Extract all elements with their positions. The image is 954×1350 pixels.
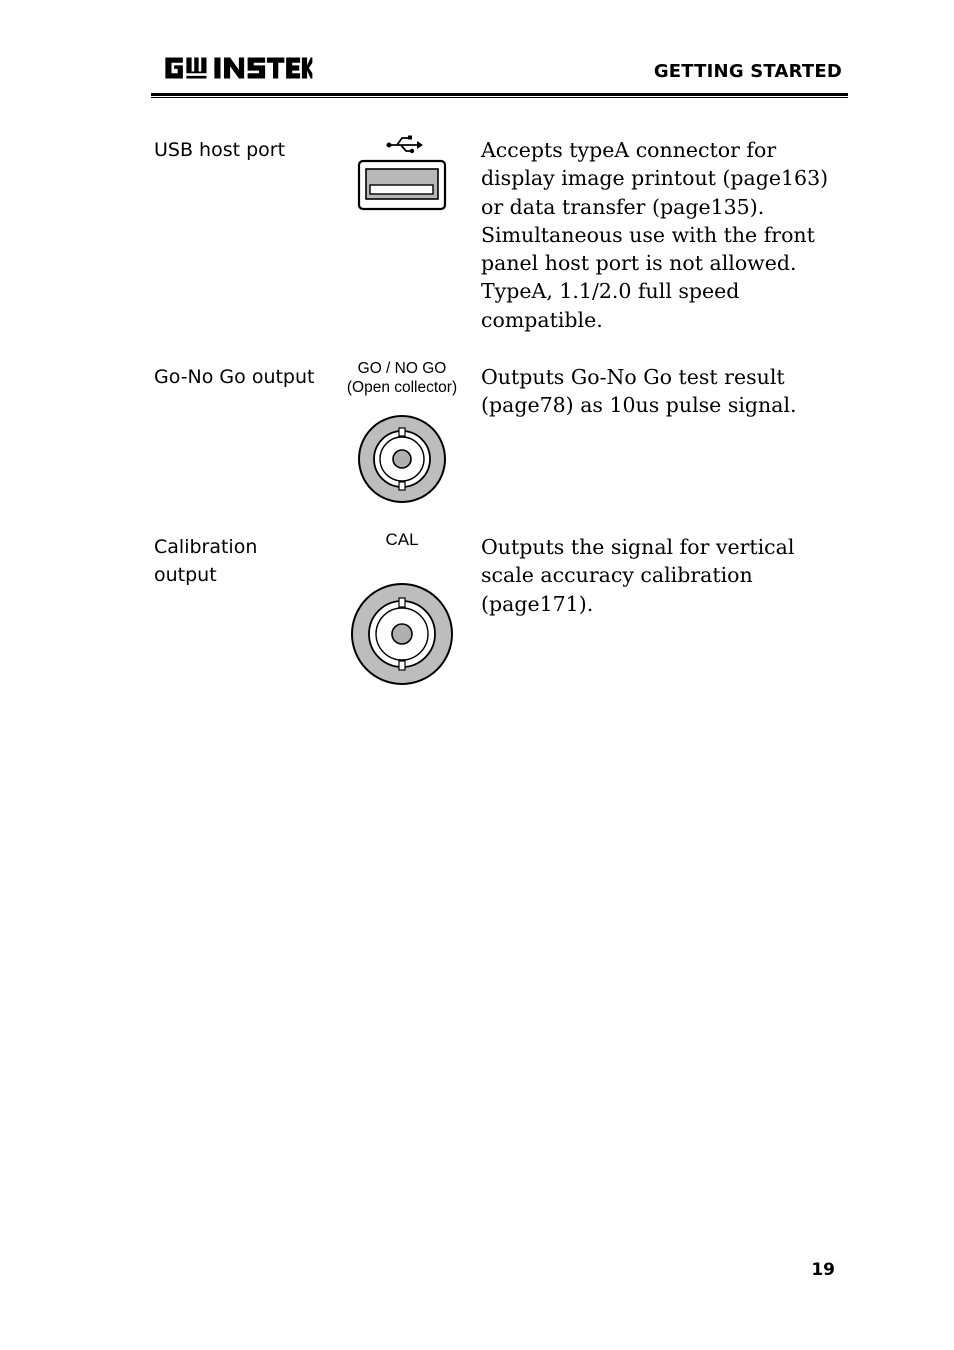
bnc-connector-icon [350, 582, 454, 686]
section-title: GETTING STARTED [653, 61, 842, 82]
header-rule [151, 93, 848, 96]
gw-instek-logo [153, 54, 323, 82]
page-number: 19 [811, 1260, 835, 1280]
usb-host-port-description: Accepts typeA connector for display image printout (page163) or data transfer (page135). Simultaneous use with the front panel host port is not allowed. TypeA, 1.1/2.0 full speed compatible. [481, 138, 829, 332]
calibration-output-label: Calibration output [154, 536, 258, 586]
go-no-go-output-label: Go-No Go output [154, 366, 315, 388]
calibration-output-description: Outputs the signal for vertical scale accuracy calibration (page171). [481, 535, 795, 616]
cal-caption: CAL [385, 530, 419, 549]
header-rule-thin [151, 97, 848, 98]
usb-host-port-label: USB host port [154, 139, 286, 161]
usb-host-port-icon [357, 134, 447, 214]
bnc-connector-icon [357, 414, 447, 504]
go-no-go-output-description: Outputs Go-No Go test result (page78) as 10us pulse signal. [481, 365, 797, 418]
go-no-go-caption: GO / NO GO (Open collector) [346, 360, 458, 396]
usb-symbol-icon [387, 136, 424, 154]
